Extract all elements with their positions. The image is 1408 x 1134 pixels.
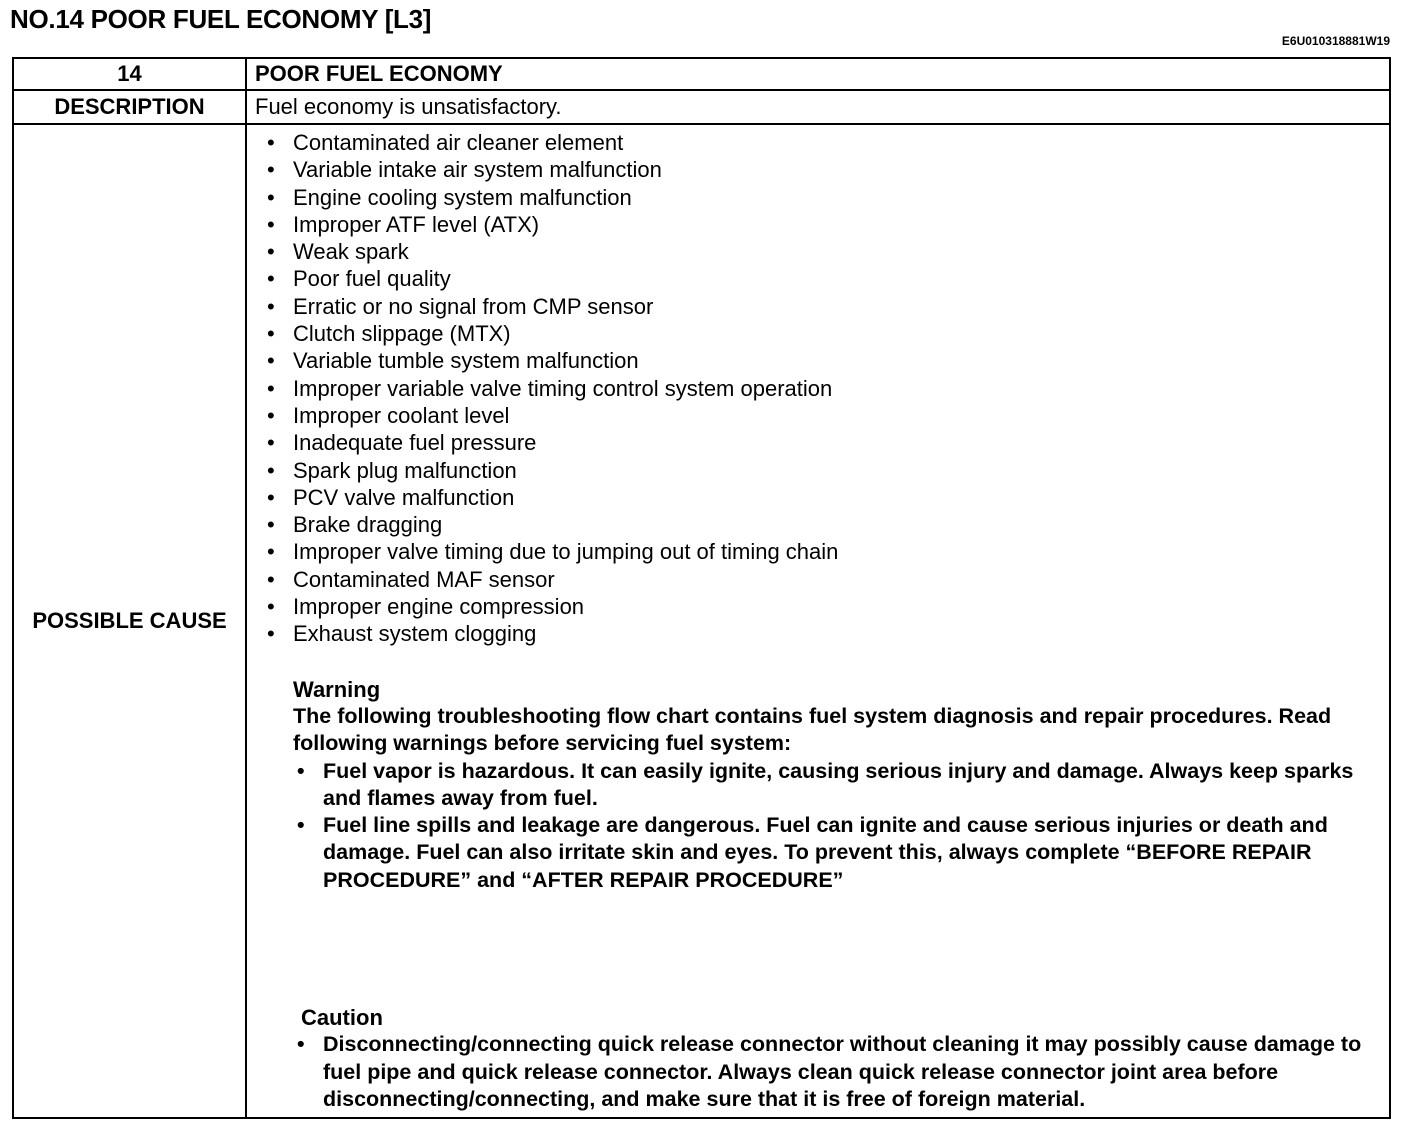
table-row [13, 90, 1390, 124]
list-item: • Inadequate fuel pressure [293, 429, 1381, 456]
cause-list [255, 129, 1381, 648]
list-item: • Poor fuel quality [293, 265, 1381, 292]
warning-intro: The following troubleshooting flow chart contains fuel system diagnosis and repair procedures. Read following warnings before servicing fuel system: [293, 703, 1332, 756]
table-row [13, 58, 1390, 90]
list-item: • Disconnecting/connecting quick release connector without cleaning it may possibly cause damage to fuel pipe and quick release connector. Always clean quick release connector joint area before disconnecting/connecting, and make sure that it is free of foreign material. [323, 1031, 1381, 1113]
list-item: • Brake dragging [293, 511, 1381, 538]
list-item: • PCV valve malfunction [293, 484, 1381, 511]
list-item: • Contaminated MAF sensor [293, 566, 1381, 593]
list-item: • Weak spark [293, 238, 1381, 265]
description-text: Fuel economy is unsatisfactory. [246, 90, 1390, 124]
document-code: E6U010318881W19 [1281, 34, 1390, 48]
possible-cause-label: POSSIBLE CAUSE [13, 124, 246, 1118]
list-item: • Improper valve timing due to jumping out of timing chain [293, 538, 1381, 565]
troubleshooting-table [12, 57, 1391, 1119]
table-row [13, 124, 1390, 1118]
list-item: • Improper ATF level (ATX) [293, 211, 1381, 238]
warning-block [293, 676, 1381, 894]
list-item: • Fuel vapor is hazardous. It can easily ignite, causing serious injury and damage. Always keep sparks and flames away from fuel. [323, 758, 1381, 813]
list-item: • Improper coolant level [293, 402, 1381, 429]
description-label: DESCRIPTION [13, 90, 246, 124]
list-item: • Fuel line spills and leakage are dangerous. Fuel can ignite and cause serious injuries or death and damage. Fuel can also irritate skin and eyes. To prevent this, always complete “BEFORE REPAIR PROCEDURE” and “AFTER REPAIR PROCEDURE” [323, 812, 1381, 894]
symptom-title: POOR FUEL ECONOMY [246, 58, 1390, 90]
warning-heading: Warning [293, 676, 381, 702]
possible-cause-cell [246, 124, 1390, 1118]
list-item: • Erratic or no signal from CMP sensor [293, 293, 1381, 320]
list-item: • Variable intake air system malfunction [293, 156, 1381, 183]
caution-list [293, 1031, 1381, 1113]
list-item: • Contaminated air cleaner element [293, 129, 1381, 156]
list-item: • Clutch slippage (MTX) [293, 320, 1381, 347]
caution-heading: Caution [301, 1005, 383, 1031]
caution-block [301, 1004, 1381, 1113]
list-item: • Exhaust system clogging [293, 620, 1381, 647]
list-item: • Variable tumble system malfunction [293, 347, 1381, 374]
list-item: • Improper variable valve timing control system operation [293, 375, 1381, 402]
list-item: • Improper engine compression [293, 593, 1381, 620]
page-title: NO.14 POOR FUEL ECONOMY [L3] [10, 4, 432, 34]
symptom-number: 14 [13, 58, 246, 90]
list-item: • Spark plug malfunction [293, 457, 1381, 484]
warning-list [293, 758, 1381, 894]
list-item: • Engine cooling system malfunction [293, 184, 1381, 211]
